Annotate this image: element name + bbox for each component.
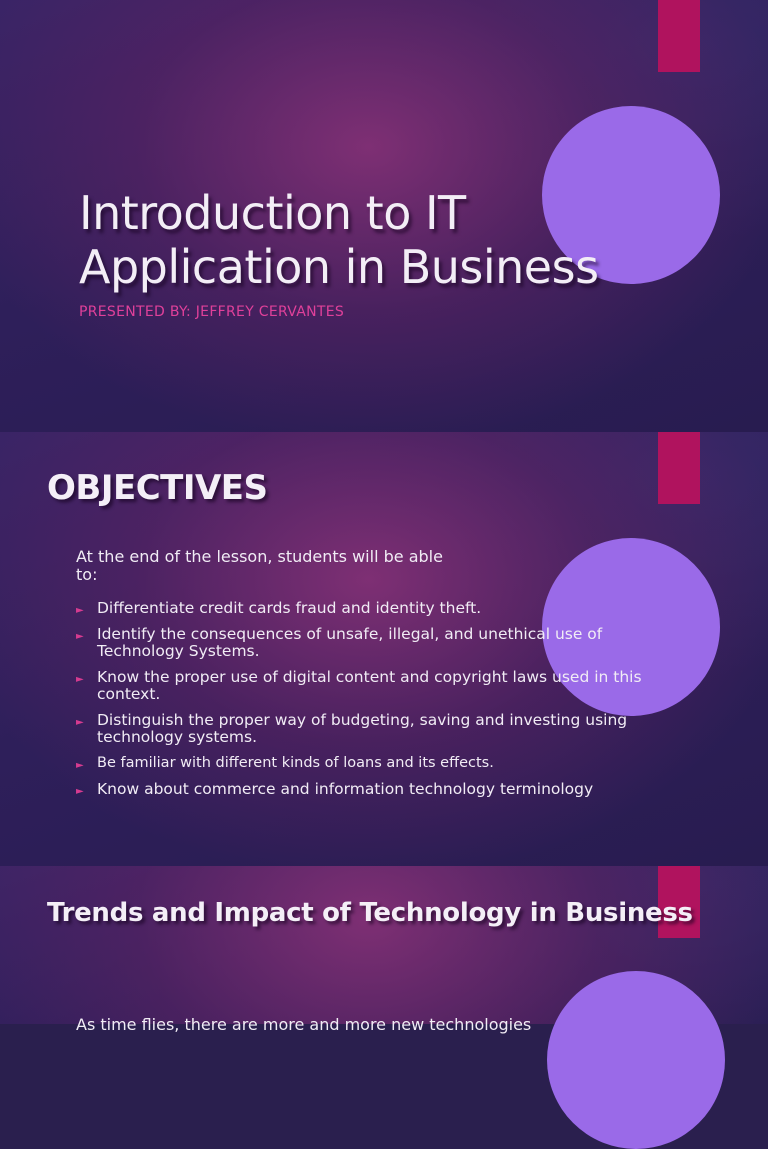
bullet-arrow-icon: ► [76, 631, 84, 642]
list-item: ► Know about commerce and information technology terminology [76, 780, 594, 798]
presentation-title [79, 186, 599, 294]
accent-bar [658, 432, 700, 504]
title-line-2: Application in Business [79, 240, 599, 294]
presenter-subtitle: PRESENTED BY: JEFFREY CERVANTES [79, 304, 345, 320]
slide-title [0, 0, 768, 432]
bullet-arrow-icon: ► [76, 605, 84, 616]
title-line-1: Introduction to IT [79, 186, 466, 240]
bullet-arrow-icon: ► [76, 760, 84, 771]
list-item: ► Distinguish the proper way of budgeting, saving and investing using technology systems. [76, 711, 628, 746]
body-text: As time flies, there are more and more new technologies [76, 1015, 532, 1034]
bullet-arrow-icon: ► [76, 786, 84, 797]
slide-heading: Trends and Impact of Technology in Business [47, 898, 693, 928]
list-item: ► Be familiar with different kinds of loans and its effects. [76, 755, 646, 772]
bullet-arrow-icon: ► [76, 717, 84, 728]
slide-objectives [0, 432, 768, 866]
slide-trends [0, 866, 768, 1034]
list-item: ► Differentiate credit cards fraud and identity theft. [76, 599, 482, 617]
bullet-arrow-icon: ► [76, 674, 84, 685]
intro-text: At the end of the lesson, students will be able to: [76, 547, 443, 584]
list-item: ► Identify the consequences of unsafe, illegal, and unethical use of Technology Systems. [76, 625, 603, 660]
list-item: ► Know the proper use of digital content and copyright laws used in this context. [76, 668, 642, 703]
decorative-circle [547, 971, 725, 1149]
objectives-list [76, 600, 646, 807]
accent-bar [658, 0, 700, 72]
slide-heading: OBJECTIVES [47, 468, 268, 508]
